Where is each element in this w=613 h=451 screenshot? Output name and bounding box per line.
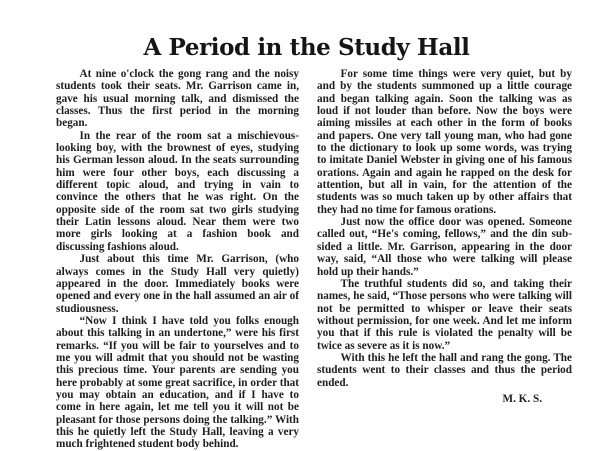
left-column <box>56 68 299 451</box>
right-column <box>317 68 572 405</box>
paragraph: The truthful students did so, and taking their names, he said, “Those persons who were talking will not be permitted to whisper or leave their seats without permission, for one week. And let me inform you that if this rule is violated the penalty will be twice as severe as it is now.” <box>317 277 572 352</box>
paragraph: In the rear of the room sat a mischievous-looking boy, with the brownest of eyes, studying his German lesson aloud. In the seats surrounding him were four other boys, each discussing a different topic aloud, and trying in vain to convince the others that he was right. On the opposite side of the room sat two girls studying their Latin lessons aloud. Near them were two more girls looking at a fashion book and discussing fashions aloud. <box>56 129 299 253</box>
paragraph: At nine o'clock the gong rang and the noisy students took their seats. Mr. Garrison came in, gave his usual morning talk, and dismissed the classes. Thus the first period in the morning began. <box>56 68 299 130</box>
paragraph: Just now the office door was opened. Someone called out, “He's coming, fellows,” and the din subsided a little. Mr. Garrison, appearing in the door way, said, “All those who were talking will please hold up their hands.” <box>317 216 572 278</box>
paragraph: With this he left the hall and rang the gong. The students went to their classes and thus the period ended. <box>317 351 572 389</box>
author-signature: M. K. S. <box>502 392 542 405</box>
paragraph: For some time things were very quiet, but by and by the students summoned up a little courage and began talking again. Soon the talking was as loud if not louder than before. Now the boys were aiming missiles at each other in the form of books and papers. One very tall young man, who had gone to the dictionary to look up some words, was trying to imitate Daniel Webster in giving one of his famous orations. Again and again he rapped on the desk for attention, but all in vain, for the attention of the students was so much taken up by other affairs that they had no time for famous orations. <box>317 68 572 216</box>
paragraph: Just about this time Mr. Garrison, (who always comes in the Study Hall very quietly) appeared in the door. Immediately books were opened and every one in the hall assumed an air of studiousness. <box>56 253 299 315</box>
article-title: A Period in the Study Hall <box>143 34 470 61</box>
paragraph: “Now I think I have told you folks enough about this talking in an undertone,” were his first remarks. “If you will be fair to yourselves and to me you will admit that you should not be wasting this precious time. Your parents are sending you here probably at some great sacrifice, in order that you may obtain an education, and if I have to come in here again, let me tell you it will not be pleasant for those persons doing the talking.” With this he quietly left the Study Hall, leaving a very much frightened student body behind. <box>56 314 299 451</box>
